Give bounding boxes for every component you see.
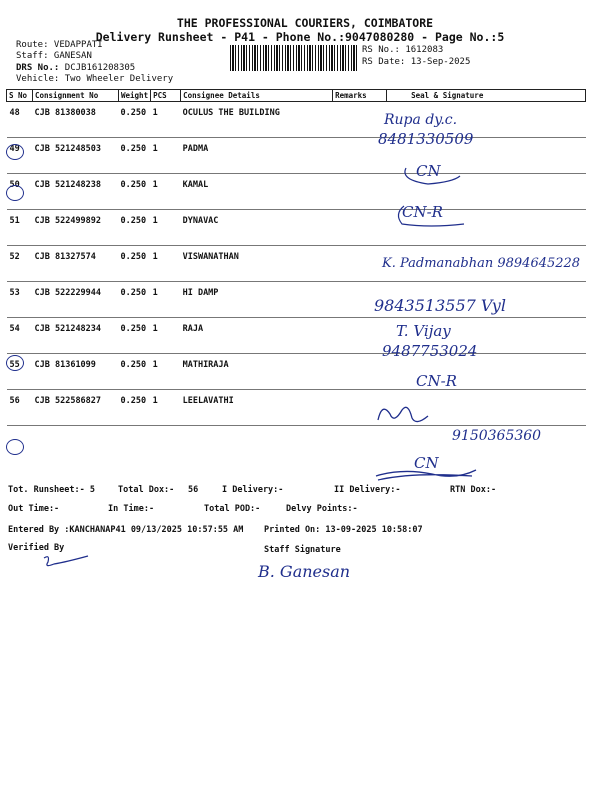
cell-consignee: VISWANATHAN <box>181 246 333 282</box>
staff-signature: B. Ganesan <box>258 562 351 581</box>
cell-consignee: PADMA <box>181 138 333 174</box>
i-delivery: I Delivery:- <box>222 485 284 495</box>
col-header-weight: Weight <box>119 90 151 102</box>
route-label: Route: VEDAPPATI <box>16 40 103 50</box>
vehicle-label: Vehicle: Two Wheeler Delivery <box>16 74 174 84</box>
cell-pcs: 1 <box>151 246 181 282</box>
handwritten-phone: 9150365360 <box>452 428 542 444</box>
cell-consignment: CJB 522586827 <box>33 390 119 426</box>
cell-remarks <box>333 354 387 390</box>
rtn-dox: RTN Dox:- <box>450 485 497 495</box>
verifier-signature-scribble <box>36 552 96 574</box>
cell-weight: 0.250 <box>119 354 151 390</box>
table-header-row <box>7 90 586 102</box>
handwritten-signature: T. Vijay <box>396 322 451 340</box>
ii-delivery: II Delivery:- <box>334 485 401 495</box>
handwritten-cn: CN <box>416 162 441 180</box>
drs-label: DRS No.: <box>16 63 60 73</box>
cell-sno: 54 <box>7 318 33 354</box>
cell-consignee: DYNAVAC <box>181 210 333 246</box>
cell-pcs: 1 <box>151 282 181 318</box>
total-pod: Total POD:- <box>204 504 261 514</box>
out-time: Out Time:- <box>8 504 60 514</box>
col-header-consignee: Consignee Details <box>181 90 333 102</box>
printed-on: Printed On: 13-09-2025 10:58:07 <box>264 525 423 535</box>
entered-by: Entered By :KANCHANAP41 09/13/2025 10:57:55 AM <box>8 525 244 535</box>
handwritten-signature: Rupa dy.c. <box>384 112 458 128</box>
col-header-pcs: PCS <box>151 90 181 102</box>
cell-consignee: LEELAVATHI <box>181 390 333 426</box>
cell-pcs: 1 <box>151 390 181 426</box>
cell-consignment: CJB 521248503 <box>33 138 119 174</box>
cell-pcs: 1 <box>151 318 181 354</box>
pen-circle-mark <box>6 185 24 201</box>
cell-consignee: OCULUS THE BUILDING <box>181 102 333 138</box>
staff-label: Staff: GANESAN <box>16 51 92 61</box>
cell-sno: 53 <box>7 282 33 318</box>
col-header-signature: Seal & Signature <box>387 90 586 102</box>
pen-circle-mark <box>6 355 24 371</box>
cell-weight: 0.250 <box>119 390 151 426</box>
table-row <box>7 102 586 138</box>
rs-number: RS No.: 1612083 <box>362 45 444 55</box>
cell-sno: 56 <box>7 390 33 426</box>
cell-consignment: CJB 521248234 <box>33 318 119 354</box>
drs-value: DCJB161208305 <box>64 63 136 73</box>
table-row <box>7 138 586 174</box>
tot-runsheet: Tot. Runsheet:- 5 <box>8 485 95 495</box>
handwritten-scribble <box>390 200 470 230</box>
handwritten-signature: K. Padmanabhan 9894645228 <box>382 256 581 271</box>
cell-sno: 55 <box>7 354 33 390</box>
staff-signature-label: Staff Signature <box>264 545 341 555</box>
handwritten-cn-r: CN-R <box>416 372 457 390</box>
cell-consignee: KAMAL <box>181 174 333 210</box>
cell-consignee: MATHIRAJA <box>181 354 333 390</box>
cell-weight: 0.250 <box>119 174 151 210</box>
cell-weight: 0.250 <box>119 210 151 246</box>
cell-pcs: 1 <box>151 174 181 210</box>
total-dox-value: 56 <box>188 485 199 495</box>
handwritten-phone: 9487753024 <box>382 342 478 360</box>
cell-pcs: 1 <box>151 138 181 174</box>
pen-circle-mark <box>6 144 24 160</box>
cell-sno: 50 <box>7 174 33 210</box>
barcode <box>230 45 358 71</box>
table-row <box>7 210 586 246</box>
col-header-sno: S No <box>7 90 33 102</box>
table-row <box>7 354 586 390</box>
cell-consignment: CJB 81327574 <box>33 246 119 282</box>
handwritten-scribble <box>372 400 432 428</box>
handwritten-scribble <box>398 160 468 188</box>
table-row <box>7 318 586 354</box>
cell-weight: 0.250 <box>119 282 151 318</box>
cell-consignment: CJB 522229944 <box>33 282 119 318</box>
handwritten-cn-r: CN-R <box>402 203 443 221</box>
cell-consignee: RAJA <box>181 318 333 354</box>
runsheet-subtitle: Delivery Runsheet - P41 - Phone No.:9047080280 - Page No.:5 <box>95 30 505 44</box>
company-title: THE PROFESSIONAL COURIERS, COIMBATORE <box>176 16 434 30</box>
col-header-remarks: Remarks <box>333 90 387 102</box>
cell-weight: 0.250 <box>119 102 151 138</box>
in-time: In Time:- <box>108 504 155 514</box>
rs-date: RS Date: 13-Sep-2025 <box>362 57 471 67</box>
cell-remarks <box>333 174 387 210</box>
handwritten-cn: CN <box>414 454 439 472</box>
cell-pcs: 1 <box>151 102 181 138</box>
pen-circle-mark <box>6 439 24 455</box>
cell-remarks <box>333 318 387 354</box>
cell-weight: 0.250 <box>119 318 151 354</box>
cell-sno: 52 <box>7 246 33 282</box>
handwritten-phone: 8481330509 <box>378 130 474 148</box>
cell-pcs: 1 <box>151 354 181 390</box>
cell-weight: 0.250 <box>119 138 151 174</box>
table-row <box>7 390 586 426</box>
cell-sno: 48 <box>7 102 33 138</box>
cell-sno: 49 <box>7 138 33 174</box>
total-dox-label: Total Dox:- <box>118 485 175 495</box>
handwritten-scribble <box>372 462 482 486</box>
cell-remarks <box>333 246 387 282</box>
cell-weight: 0.250 <box>119 246 151 282</box>
cell-consignee: HI DAMP <box>181 282 333 318</box>
table-row <box>7 174 586 210</box>
cell-consignment: CJB 522499892 <box>33 210 119 246</box>
cell-pcs: 1 <box>151 210 181 246</box>
cell-sno: 51 <box>7 210 33 246</box>
col-header-consignment: Consignment No <box>33 90 119 102</box>
cell-consignment: CJB 521248238 <box>33 174 119 210</box>
cell-remarks <box>333 210 387 246</box>
cell-consignment: CJB 81361099 <box>33 354 119 390</box>
cell-consignment: CJB 81380038 <box>33 102 119 138</box>
handwritten-phone: 9843513557 Vyl <box>374 296 506 315</box>
verified-by: Verified By <box>8 543 65 553</box>
delvy-points: Delvy Points:- <box>286 504 358 514</box>
